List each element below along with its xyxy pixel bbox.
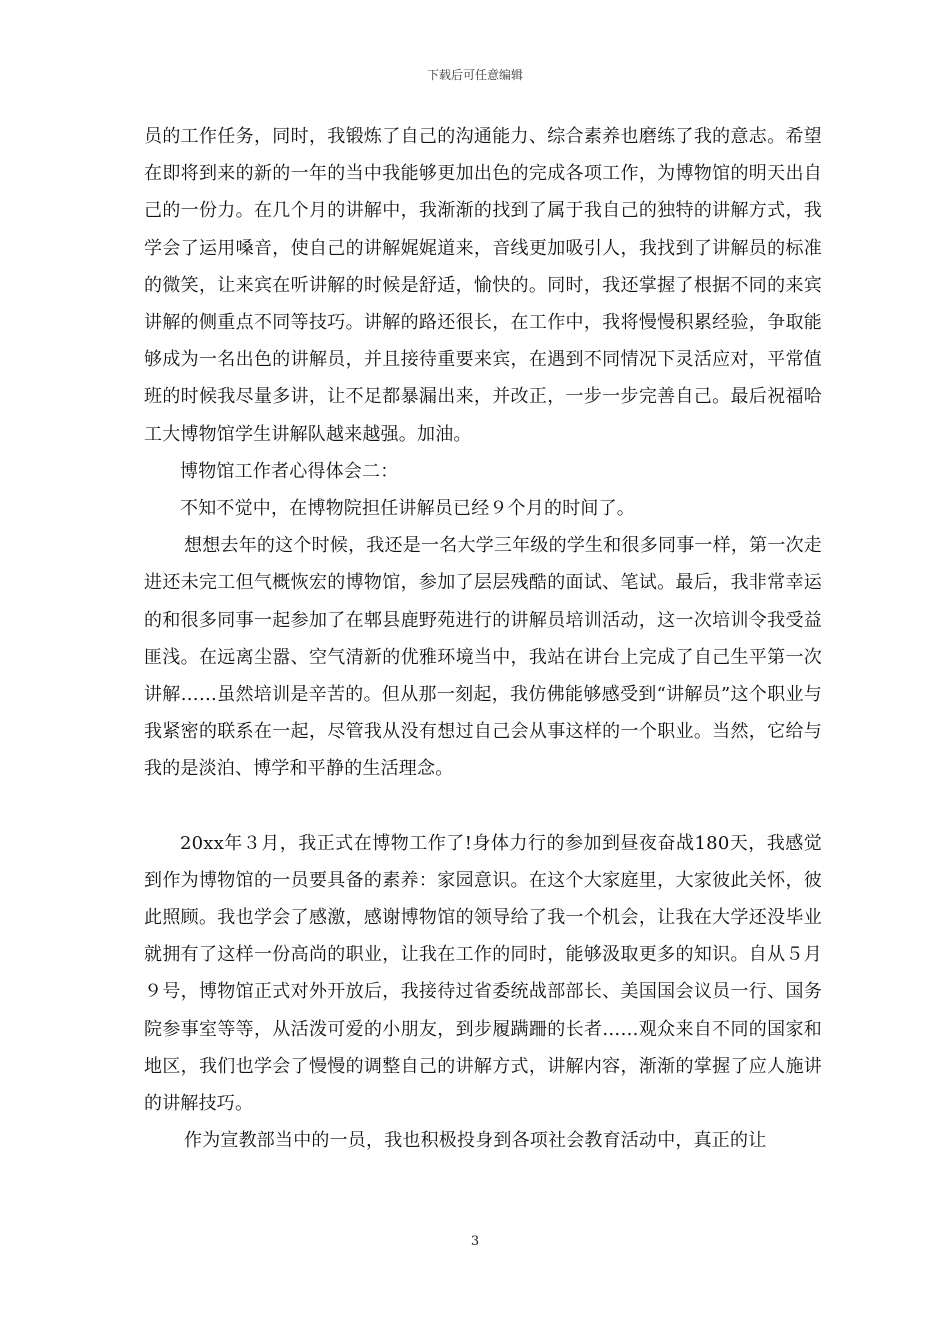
paragraph-gap: [144, 788, 822, 825]
section-heading: 博物馆工作者心得体会二：: [180, 460, 399, 482]
paragraph-recollection: 想想去年的这个时候，我还是一名大学三年级的学生和很多同事一样，第一次走进还未完工但气概恢宏的博物馆，参加了层层残酷的面试、笔试。最后，我非常幸运的和很多同事一起参加了在郫县鹿野苑进行的讲解员培训活动，这一次培训令我受益匪浅。在远离尘嚣、空气清新的优雅环境当中，我站在讲台上完成了自己生平第一次讲解……虽然培训是辛苦的。但从那一刻起，我仿佛能够感受到“讲解员”这个职业与我紧密的联系在一起，尽管我从没有想过自己会从事这样的一个职业。当然，它给与我的是淡泊、博学和平静的生活理念。: [144, 535, 822, 780]
document-body: [144, 118, 822, 1159]
paragraph-work-start: 20xx年３月，我正式在博物工作了!身体力行的参加到昼夜奋战180天，我感觉到作为博物馆的一员要具备的素养：家园意识。在这个大家庭里，大家彼此关怀，彼此照顾。我也学会了感激，感谢博物馆的领导给了我一个机会，让我在大学还没毕业就拥有了这样一份高尚的职业，让我在工作的同时，能够汲取更多的知识。自从５月９号，博物馆正式对外开放后，我接待过省委统战部部长、美国国会议员一行、国务院参事室等等，从活泼可爱的小朋友，到步履蹒跚的长者……观众来自不同的国家和地区，我们也学会了慢慢的调整自己的讲解方式，讲解内容，渐渐的掌握了应人施讲的讲解技巧。: [144, 832, 822, 1115]
paragraph-education: 作为宣教部当中的一员，我也积极投身到各项社会教育活动中，真正的让: [184, 1130, 767, 1152]
page-number: 3: [470, 1234, 480, 1249]
paragraph-intro: 不知不觉中，在博物院担任讲解员已经９个月的时间了。: [180, 498, 635, 520]
page-header: 下载后可任意编辑: [426, 68, 523, 82]
paragraph-continued: 员的工作任务，同时，我锻炼了自己的沟通能力、综合素养也磨练了我的意志。希望在即将到来的新的一年的当中我能够更加出色的完成各项工作，为博物馆的明天出自己的一份力。在几个月的讲解中，我渐渐的找到了属于我自己的独特的讲解方式，我学会了运用嗓音，使自己的讲解娓娓道来，音线更加吸引人，我找到了讲解员的标准的微笑，让来宾在听讲解的时候是舒适，愉快的。同时，我还掌握了根据不同的来宾讲解的侧重点不同等技巧。讲解的路还很长，在工作中，我将慢慢积累经验，争取能够成为一名出色的讲解员，并且接待重要来宾，在遇到不同情况下灵活应对，平常值班的时候我尽量多讲，让不足都暴漏出来，并改正，一步一步完善自己。最后祝福哈工大博物馆学生讲解队越来越强。加油。: [144, 126, 822, 445]
